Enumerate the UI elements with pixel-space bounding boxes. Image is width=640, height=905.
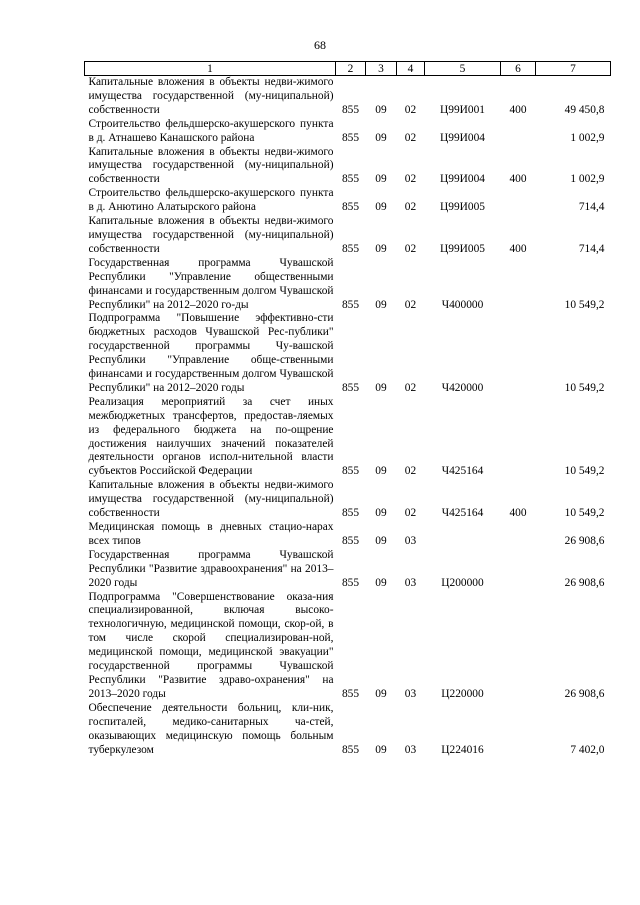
row-amount: 49 450,8 (564, 103, 605, 116)
row-ministry-code: 855 (341, 576, 360, 589)
row-amount: 10 549,2 (564, 465, 605, 478)
row-name: Капитальные вложения в объекты недви-жимого имущества государственной (му-ниципальной) собственности (88, 215, 334, 255)
header-col-4: 4 (397, 62, 425, 76)
row-section-code: 09 (375, 743, 387, 756)
table-row (85, 396, 611, 479)
row-name: Подпрограмма "Повышение эффективно-сти бюджетных расходов Чувашской Рес-публики" государственной программы Чу-вашской Республики "Управление обще-ственными финансами и государственным долгом Чувашской Республики" на 2012–2020 годы (88, 312, 334, 394)
row-expense-type (501, 118, 536, 146)
row-ministry-code: 855 (341, 298, 360, 311)
row-expense-type (501, 521, 536, 549)
row-section-code: 09 (375, 687, 387, 700)
row-target-code: Ч400000 (441, 298, 484, 311)
row-expense-type: 400 (509, 242, 527, 255)
row-name: Государственная программа Чувашской Республики "Развитие здравоохранения" на 2013–2020 годы (88, 548, 334, 589)
row-expense-type (501, 591, 536, 702)
row-target-code: Ц200000 (441, 576, 484, 589)
row-amount: 10 549,2 (564, 507, 605, 520)
row-subsection-code: 02 (404, 381, 417, 394)
row-section-code: 09 (375, 576, 387, 589)
table-body (85, 76, 611, 758)
row-ministry-code: 855 (341, 687, 360, 700)
row-expense-type: 400 (509, 507, 527, 520)
row-ministry-code: 855 (341, 534, 360, 547)
table-row (85, 187, 611, 215)
row-ministry-code: 855 (341, 173, 360, 186)
row-ministry-code: 855 (341, 743, 360, 756)
row-expense-type (501, 187, 536, 215)
row-name: Подпрограмма "Совершенствование оказа-ния специализированной, включая высоко-технологичную, медицинской помощи, скор-ой, в том числе скорой специализирован-ной, медицинской помощи, медицинской эвакуации" государственной программы Чувашской Республики "Развитие здраво-охранения" на 2013–2020 годы (88, 590, 334, 700)
row-target-code (425, 521, 501, 549)
table-row (85, 549, 611, 591)
budget-table (84, 61, 611, 757)
row-name: Государственная программа Чувашской Республики "Управление общественными финансами и государственным долгом Чувашской Республики" на 2012–2020 го-ды (88, 256, 334, 311)
row-section-code: 09 (375, 201, 387, 214)
row-target-code: Ц99И004 (440, 131, 485, 144)
header-col-2: 2 (336, 62, 366, 76)
row-subsection-code: 02 (404, 298, 417, 311)
row-name: Строительство фельдшерско-акушерского пункта в д. Анютино Алатырского района (88, 187, 334, 214)
row-amount: 10 549,2 (564, 381, 605, 394)
row-section-code: 09 (375, 131, 387, 144)
row-amount: 26 908,6 (564, 687, 605, 700)
row-subsection-code: 02 (404, 173, 417, 186)
table-row (85, 146, 611, 188)
row-subsection-code: 02 (404, 507, 417, 520)
row-expense-type: 400 (509, 173, 527, 186)
row-name: Реализация мероприятий за счет иных межбюджетных трансфертов, предостав-ляемых из федерального бюджета на по-ощрение достижения наилучших значений показателей деятельности органов испол-нительной власти субъектов Российской Федерации (88, 395, 334, 478)
row-section-code: 09 (375, 298, 387, 311)
page-number: 68 (314, 38, 326, 52)
row-section-code: 09 (375, 381, 387, 394)
row-section-code: 09 (375, 465, 387, 478)
table-row (85, 521, 611, 549)
table-row (85, 702, 611, 758)
row-target-code: Ц220000 (441, 687, 484, 700)
row-expense-type (501, 396, 536, 479)
row-target-code: Ц99И001 (440, 103, 485, 116)
row-section-code: 09 (375, 534, 387, 547)
row-name: Капитальные вложения в объекты недви-жимого имущества государственной (му-ниципальной) собственности (88, 145, 334, 186)
row-target-code: Ц99И005 (440, 242, 485, 255)
row-ministry-code: 855 (341, 131, 360, 144)
row-amount: 714,4 (578, 242, 605, 255)
row-subsection-code: 02 (404, 201, 417, 214)
row-subsection-code: 02 (404, 465, 417, 478)
header-col-1: 1 (85, 62, 336, 76)
row-section-code: 09 (375, 103, 387, 116)
table-row (85, 257, 611, 313)
row-target-code: Ч425164 (441, 507, 484, 520)
row-amount: 7 402,0 (570, 743, 605, 756)
table-row (85, 118, 611, 146)
row-subsection-code: 03 (404, 687, 417, 700)
row-subsection-code: 03 (404, 534, 417, 547)
header-col-7: 7 (536, 62, 611, 76)
row-ministry-code: 855 (341, 507, 360, 520)
row-subsection-code: 02 (404, 131, 417, 144)
row-amount: 26 908,6 (564, 534, 605, 547)
row-target-code: Ц224016 (441, 743, 484, 756)
row-amount: 1 002,9 (570, 131, 605, 144)
row-amount: 26 908,6 (564, 576, 605, 589)
row-target-code: Ц99И004 (440, 173, 485, 186)
row-expense-type (501, 257, 536, 313)
table-header (85, 62, 611, 76)
row-ministry-code: 855 (341, 381, 360, 394)
row-target-code: Ц99И005 (440, 201, 485, 214)
row-subsection-code: 02 (404, 103, 417, 116)
row-name: Медицинская помощь в дневных стацио-нарах всех типов (88, 521, 334, 547)
row-amount: 714,4 (578, 201, 605, 214)
row-ministry-code: 855 (341, 103, 360, 116)
row-target-code: Ч420000 (441, 381, 484, 394)
row-expense-type (501, 312, 536, 395)
table-row (85, 215, 611, 257)
row-ministry-code: 855 (341, 201, 360, 214)
row-subsection-code: 02 (404, 242, 417, 255)
row-subsection-code: 03 (404, 576, 417, 589)
header-col-3: 3 (366, 62, 397, 76)
row-name: Обеспечение деятельности больниц, кли-ник, госпиталей, медико-санитарных ча-стей, оказывающих медицинскую помощь больным туберкулезом (88, 701, 334, 756)
table-row (85, 591, 611, 702)
table-row (85, 479, 611, 521)
row-amount: 10 549,2 (564, 298, 605, 311)
row-section-code: 09 (375, 507, 387, 520)
row-section-code: 09 (375, 242, 387, 255)
row-ministry-code: 855 (341, 465, 360, 478)
row-expense-type (501, 702, 536, 758)
row-amount: 1 002,9 (570, 173, 605, 186)
row-name: Капитальные вложения в объекты недви-жимого имущества государственной (му-ниципальной) собственности (88, 76, 334, 116)
row-target-code: Ч425164 (441, 465, 484, 478)
table-row (85, 312, 611, 395)
header-col-5: 5 (425, 62, 501, 76)
row-name: Строительство фельдшерско-акушерского пункта в д. Атнашево Канашского района (88, 117, 334, 144)
row-name: Капитальные вложения в объекты недви-жимого имущества государственной (му-ниципальной) собственности (88, 479, 334, 520)
header-row (85, 62, 611, 76)
row-subsection-code: 03 (404, 743, 417, 756)
row-expense-type (501, 549, 536, 591)
table-row (85, 76, 611, 118)
header-col-6: 6 (501, 62, 536, 76)
row-section-code: 09 (375, 173, 387, 186)
row-ministry-code: 855 (341, 242, 360, 255)
row-expense-type: 400 (509, 103, 527, 116)
